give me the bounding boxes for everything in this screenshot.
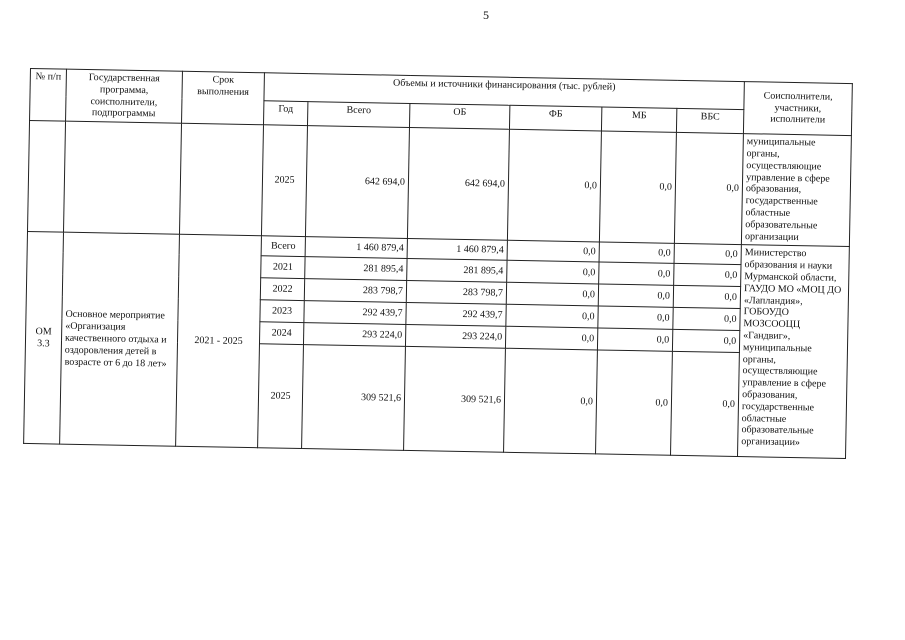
executors-cell: муниципальные органы, осуществляющие управление в сфере образования, государственные областные образовательные организации [741, 134, 851, 247]
vbs-cell: 0,0 [673, 286, 740, 309]
total-cell: 642 694,0 [305, 126, 409, 239]
total-cell: 283 798,7 [304, 279, 406, 303]
ob-cell: 293 224,0 [405, 325, 505, 349]
total-cell: 1 460 879,4 [305, 237, 407, 259]
total-cell: 293 224,0 [303, 323, 405, 347]
funding-table-sheet [23, 68, 852, 459]
mb-cell: 0,0 [596, 350, 673, 455]
header-executors: Соисполнители, участники, исполнители [743, 82, 852, 136]
measure-name: Основное мероприятие «Организация качественного отдыха и оздоровления детей в возрасте от 6 до 18 лет» [60, 233, 180, 447]
mb-cell: 0,0 [599, 262, 674, 285]
header-funding: Объемы и источники финансирования (тыс. рублей) [264, 73, 744, 109]
total-cell: 281 895,4 [305, 257, 407, 281]
fb-cell: 0,0 [504, 349, 598, 455]
year-cell: 2025 [261, 125, 307, 237]
vbs-cell: 0,0 [673, 308, 740, 331]
ob-cell: 309 521,6 [404, 347, 506, 453]
header-year: Год [263, 100, 307, 125]
header-mb: МБ [601, 107, 676, 133]
fb-cell: 0,0 [507, 261, 599, 285]
ob-cell: 1 460 879,4 [407, 239, 507, 261]
vbs-cell: 0,0 [674, 244, 741, 265]
year-cell: 2021 [261, 256, 305, 279]
mb-cell: 0,0 [598, 284, 673, 307]
mb-cell: 0,0 [599, 131, 676, 244]
mb-cell: 0,0 [599, 242, 674, 263]
fb-cell: 0,0 [506, 283, 598, 307]
header-ob: ОБ [409, 103, 509, 129]
vbs-cell: 0,0 [672, 330, 739, 353]
year-cell: 2024 [259, 322, 303, 345]
year-cell: Всего [261, 236, 305, 257]
measure-code: ОМ 3.3 [24, 232, 64, 445]
header-num: № п/п [30, 69, 67, 122]
header-vbs: ВБС [676, 108, 743, 134]
fb-cell: 0,0 [507, 241, 599, 263]
vbs-cell: 0,0 [674, 133, 743, 245]
header-total: Всего [307, 101, 409, 127]
mb-cell: 0,0 [597, 328, 672, 351]
fb-cell: 0,0 [507, 129, 601, 242]
page-number: 5 [483, 8, 489, 22]
vbs-cell: 0,0 [671, 352, 740, 457]
ob-cell: 292 439,7 [406, 303, 506, 327]
ob-cell: 283 798,7 [406, 281, 506, 305]
header-term: Срок выполнения [182, 71, 265, 125]
year-cell: 2023 [260, 300, 304, 323]
total-cell: 309 521,6 [302, 345, 406, 451]
header-program: Государственная программа, соисполнители, подпрограммы [66, 69, 183, 123]
header-fb: ФБ [509, 105, 601, 131]
vbs-cell: 0,0 [674, 264, 741, 287]
year-cell: 2025 [258, 344, 304, 449]
ob-cell: 642 694,0 [407, 128, 509, 241]
measure-executors: Министерство образования и науки Мурманской области, ГАУДО МО «МОЦ ДО «Лапландия», ГОБОУДО МОЗСООЦЦ «Гандвиг», муниципальные органы, осуществляющие управление в сфере образования, государственные областные образовательные организации» [738, 245, 850, 459]
mb-cell: 0,0 [598, 306, 673, 329]
ob-cell: 281 895,4 [407, 259, 507, 283]
total-cell: 292 439,7 [304, 301, 406, 325]
funding-table [23, 68, 853, 459]
fb-cell: 0,0 [505, 327, 597, 351]
year-cell: 2022 [260, 278, 304, 301]
fb-cell: 0,0 [506, 305, 598, 329]
table-row [27, 121, 851, 247]
measure-term: 2021 - 2025 [176, 235, 262, 448]
